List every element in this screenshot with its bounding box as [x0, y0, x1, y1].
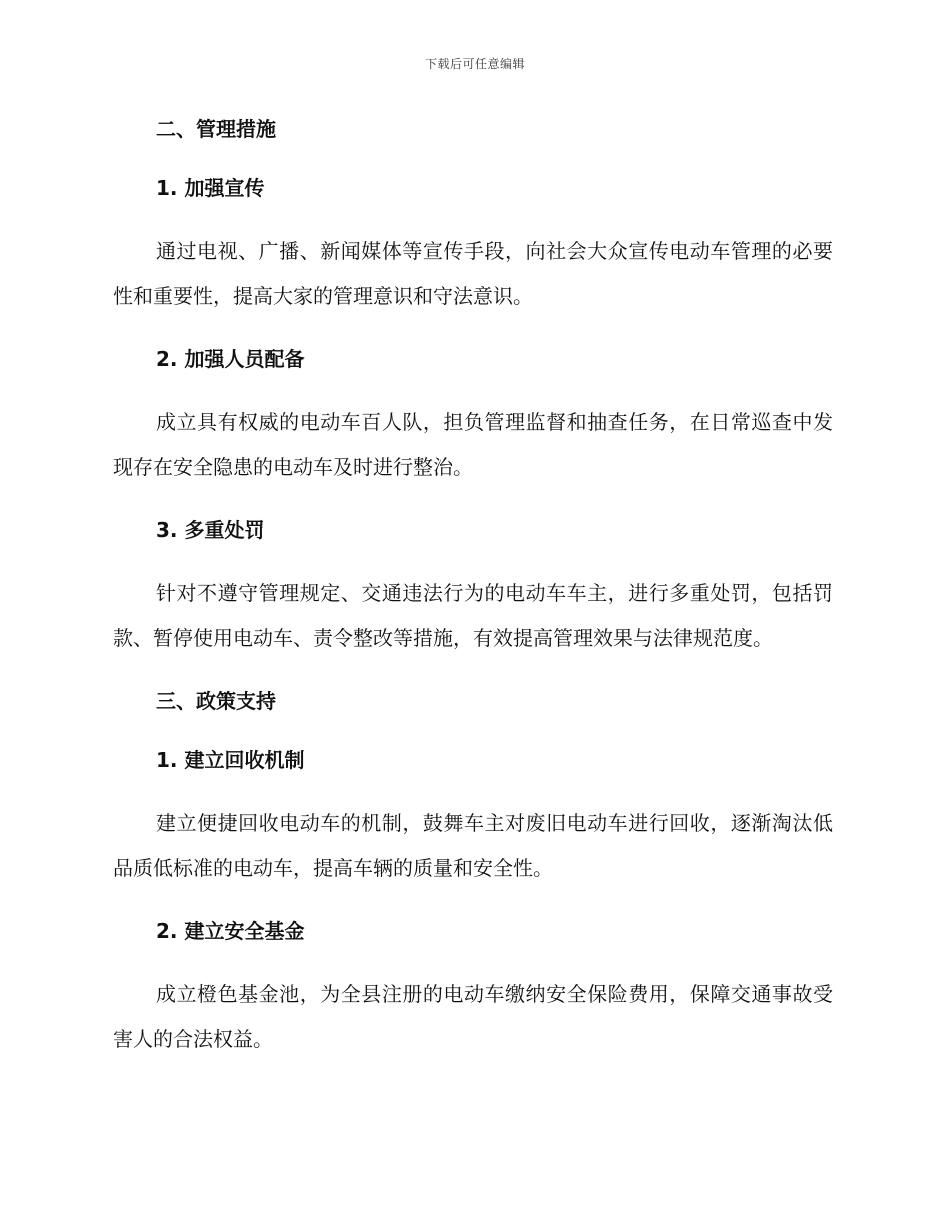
header-note: 下载后可任意编辑: [424, 57, 525, 71]
section-heading-management: 二、管理措施: [156, 117, 276, 141]
paragraph-staffing: 成立具有权威的电动车百人队，担负管理监督和抽查任务，在日常巡查中发现存在安全隐患的电动车及时进行整治。: [113, 410, 833, 479]
subheading-publicity: 1. 加强宣传: [156, 176, 265, 200]
subheading-staffing: 2. 加强人员配备: [156, 347, 305, 371]
subheading-recycling: 1. 建立回收机制: [156, 748, 305, 772]
subheading-penalties: 3. 多重处罚: [156, 518, 265, 542]
subheading-safety-fund: 2. 建立安全基金: [156, 919, 305, 943]
paragraph-recycling: 建立便捷回收电动车的机制，鼓舞车主对废旧电动车进行回收，逐渐淘汰低品质低标准的电动车，提高车辆的质量和安全性。: [113, 811, 833, 880]
paragraph-penalties: 针对不遵守管理规定、交通违法行为的电动车车主，进行多重处罚，包括罚款、暂停使用电动车、责令整改等措施，有效提高管理效果与法律规范度。: [113, 581, 833, 650]
section-heading-policy: 三、政策支持: [156, 689, 276, 713]
paragraph-publicity: 通过电视、广播、新闻媒体等宣传手段，向社会大众宣传电动车管理的必要性和重要性，提高大家的管理意识和守法意识。: [113, 239, 833, 308]
document-body: [113, 113, 833, 1062]
paragraph-safety-fund: 成立橙色基金池，为全县注册的电动车缴纳安全保险费用，保障交通事故受害人的合法权益。: [113, 982, 833, 1051]
